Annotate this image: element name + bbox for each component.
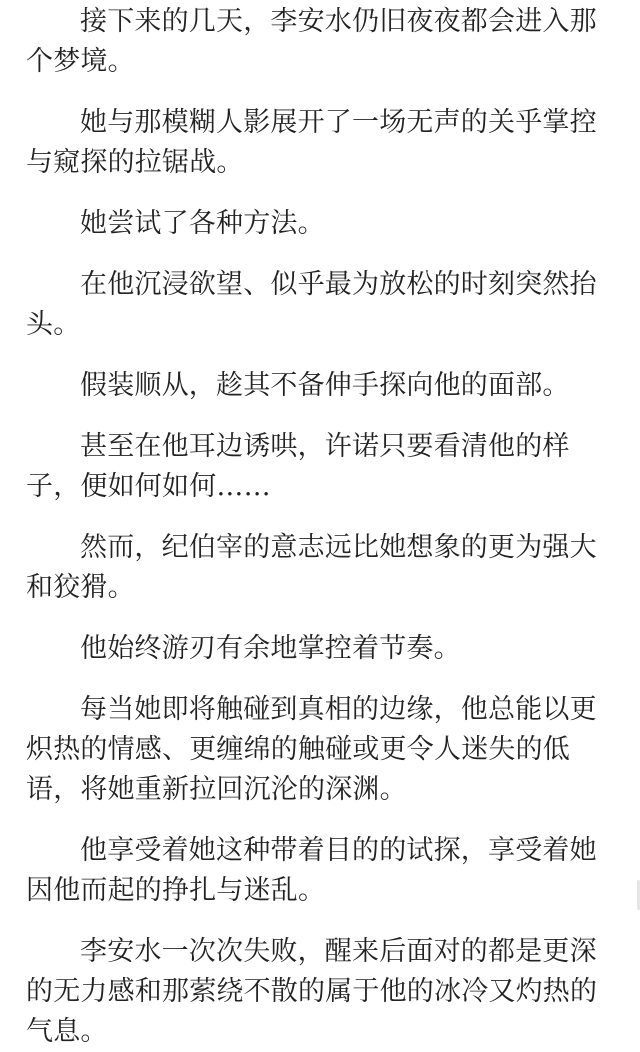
paragraph-7: 然而，纪伯宰的意志远比她想象的更为强大和狡猾。 [26, 532, 597, 603]
paragraph-6: 甚至在他耳边诱哄，许诺只要看清他的样子，便如何如何…… [26, 431, 570, 502]
paragraph-9: 每当她即将触碰到真相的边缘，他总能以更炽热的情感、更缠绵的触碰或更令人迷失的低语，将她重新拉回沉沦的深渊。 [26, 694, 597, 805]
paragraph-5: 假装顺从，趁其不备伸手探向他的面部。 [80, 370, 570, 401]
paragraph-8: 他始终游刃有余地掌控着节奏。 [80, 633, 461, 664]
paragraph-4: 在他沉浸欲望、似乎最为放松的时刻突然抬头。 [26, 269, 597, 340]
paragraph-1: 接下来的几天，李安水仍旧夜夜都会进入那个梦境。 [26, 6, 597, 77]
paragraph-11: 李安水一次次失败，醒来后面对的都是更深的无力感和那萦绕不散的属于他的冰冷又灼热的气息。 [26, 936, 598, 1047]
paragraph-3: 她尝试了各种方法。 [80, 208, 325, 239]
paragraph-2: 她与那模糊人影展开了一场无声的关乎掌控与窥探的拉锯战。 [26, 107, 597, 178]
paragraph-10: 他享受着她这种带着目的的试探，享受着她因他而起的挣扎与迷乱。 [26, 835, 597, 906]
